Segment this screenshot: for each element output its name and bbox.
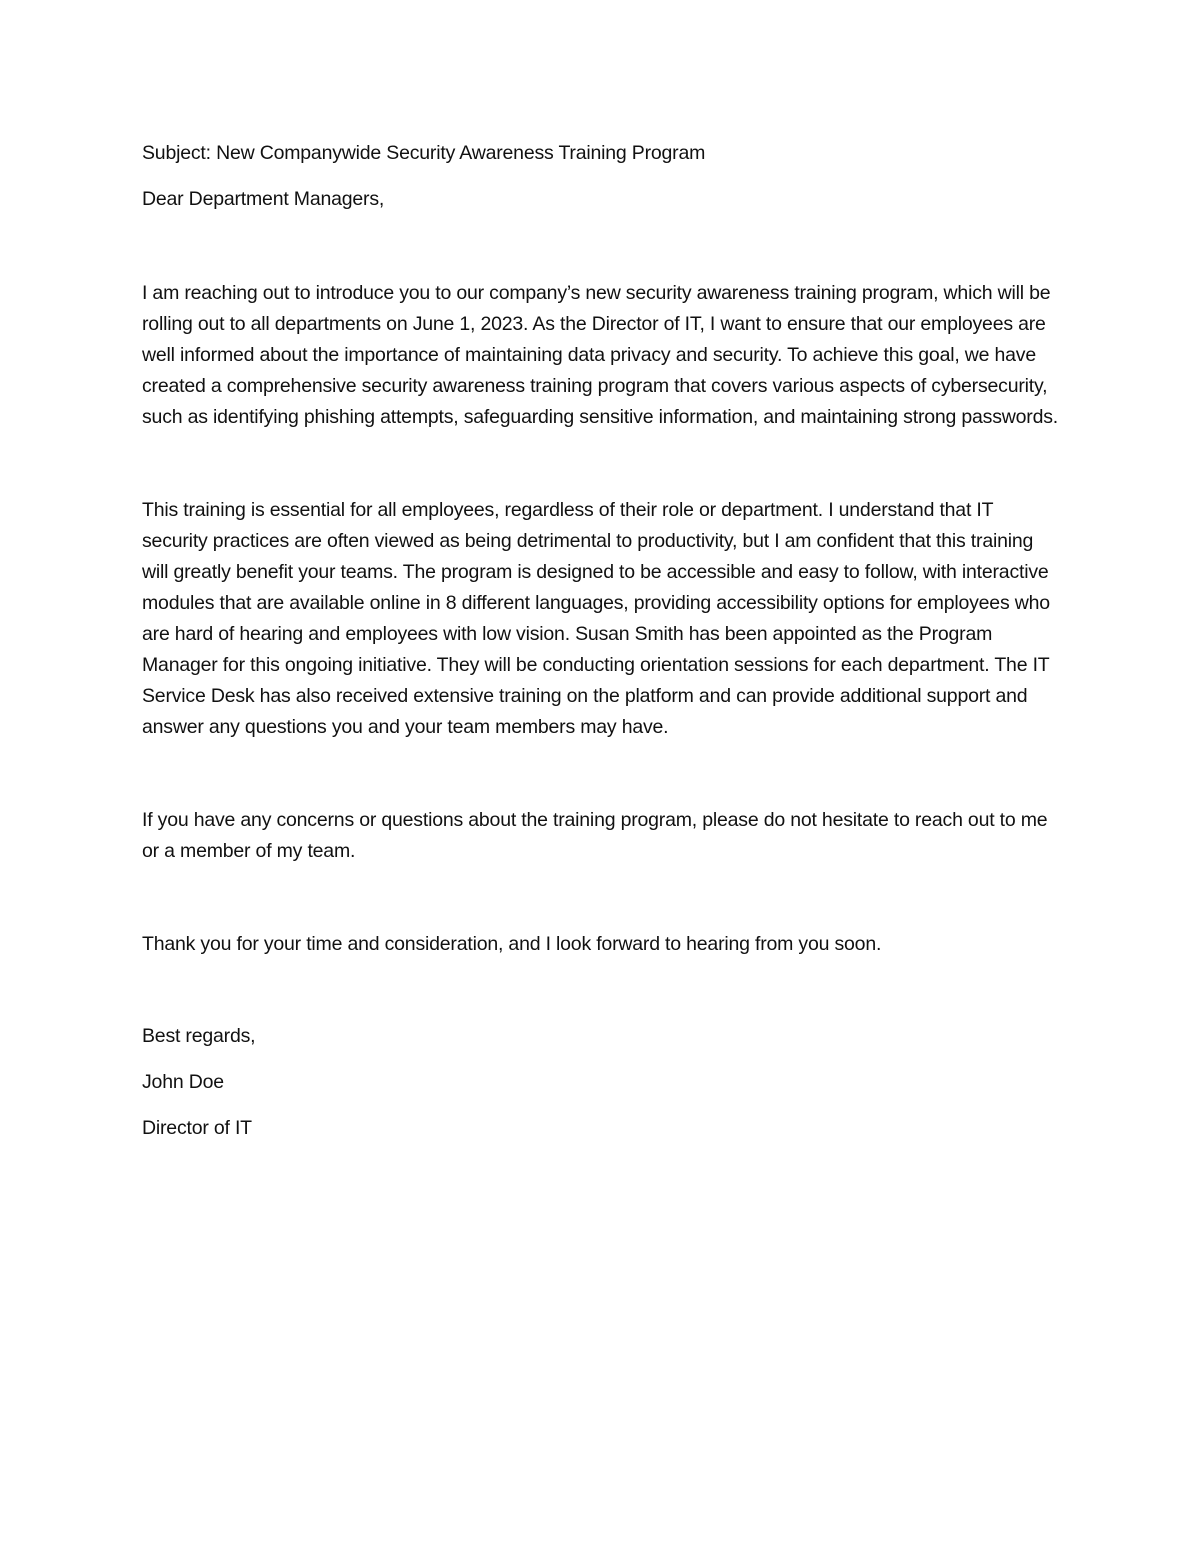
letter-body [142, 138, 1062, 1144]
paragraph-introduction: I am reaching out to introduce you to our company’s new security awareness training program, which will be rolling out to all departments on June 1, 2023. As the Director of IT, I want to ensure that our employees are well informed about the importance of maintaining data privacy and security. To achieve this goal, we have created a comprehensive security awareness training program that covers various aspects of cybersecurity, such as identifying phishing attempts, safeguarding sensitive information, and maintaining strong passwords. [142, 282, 1059, 428]
letter-salutation: Dear Department Managers, [142, 188, 385, 210]
signature-title: Director of IT [142, 1117, 252, 1139]
signature-name: John Doe [142, 1071, 224, 1093]
paragraph-thanks: Thank you for your time and consideration, and I look forward to hearing from you soon. [142, 933, 882, 955]
paragraph-questions: If you have any concerns or questions about the training program, please do not hesitate to reach out to me or a member of my team. [142, 809, 1048, 862]
paragraph-training-details: This training is essential for all employees, regardless of their role or department. I understand that IT security practices are often viewed as being detrimental to productivity, but I am confident that this training will greatly benefit your teams. The program is designed to be accessible and easy to follow, with interactive modules that are available online in 8 different languages, providing accessibility options for employees who are hard of hearing and employees with low vision. Susan Smith has been appointed as the Program Manager for this ongoing initiative. They will be conducting orientation sessions for each department. The IT Service Desk has also received extensive training on the platform and can provide additional support and answer any questions you and your team members may have. [142, 499, 1050, 738]
letter-closing: Best regards, [142, 1025, 256, 1047]
letter-subject: Subject: New Companywide Security Awareness Training Program [142, 142, 706, 164]
